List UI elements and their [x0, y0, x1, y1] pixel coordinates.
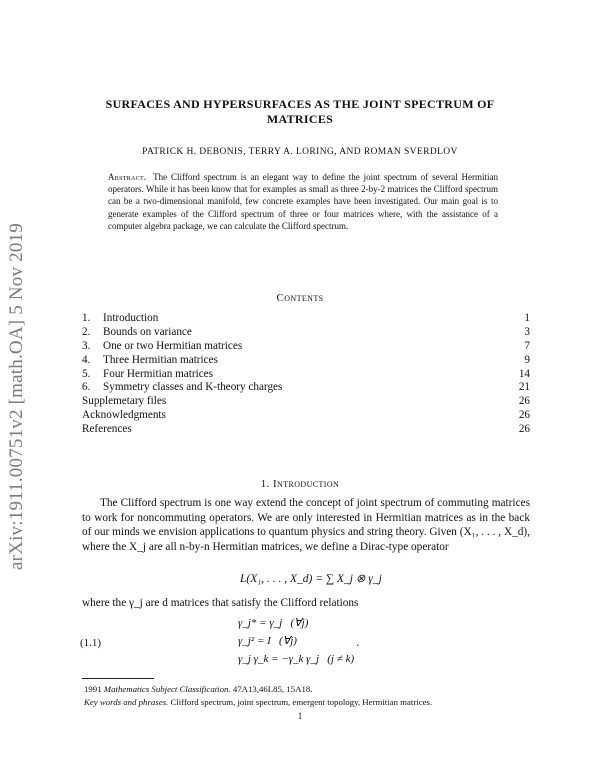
footnote-keywords: [84, 697, 524, 708]
toc-entry-page: 26: [518, 423, 530, 436]
toc-entry-page: 1: [524, 312, 530, 324]
toc-entry-title: References: [82, 423, 132, 436]
display-equation: L(X₁, . . . , X_d) = ∑ X_j ⊗ γ_j: [240, 573, 382, 585]
toc-entry-title: Acknowledgments: [82, 409, 166, 422]
toc-entry-number: 4.: [82, 353, 91, 366]
equation-line: γ_j² = I (∀j): [238, 635, 297, 647]
toc-entry-page: 3: [524, 325, 530, 338]
equation-label: (1.1): [80, 637, 102, 649]
toc-entry-title: One or two Hermitian matrices: [103, 339, 243, 352]
body-paragraph: The Clifford spectrum is one way extend the concept of joint spectrum of commuting matrices to work for noncommuting operators. We are only interested in Hermitian matrices as in the back of our minds we envision applications to quantum physics and string theory. Given (X₁, . . . , X_d), where the X_j are all n-by-n Hermitian matrices, we define a Dirac-type operator: [82, 497, 530, 553]
footnote-value: 47A13,46L85, 15A18.: [232, 684, 313, 694]
toc-entry-number: 3.: [82, 339, 91, 352]
abstract: [108, 171, 498, 232]
footnote-label: Mathematics Subject Classification.: [103, 684, 231, 694]
toc-entry-number: 6.: [82, 381, 91, 394]
toc-entry-title: Three Hermitian matrices: [103, 353, 218, 366]
toc-entry[interactable]: [82, 423, 530, 437]
body-paragraph: where the γ_j are d matrices that satisfy the Clifford relations: [82, 597, 359, 609]
toc-entry-page: 26: [518, 409, 530, 422]
toc-entry-page: 7: [524, 339, 530, 352]
arxiv-stamp: arXiv:1911.00751v2 [math.OA] 5 Nov 2019: [6, 223, 27, 570]
toc-entry-page: 21: [518, 381, 530, 394]
toc-entry-title: Supplemetary files: [82, 395, 167, 408]
toc-entry-title: Bounds on variance: [103, 325, 192, 338]
toc-entry[interactable]: [82, 409, 530, 423]
abstract-text: The Clifford spectrum is an elegant way to define the joint spectrum of several Hermitian operators. While it has been know that for examples as small as three 2-by-2 matrices the Clifford spectrum can be a two-dimensional manifold, few concrete examples have been investigated. Our main goal is to generate examples of the Clifford spectrum of three or four matrices where, with the assistance of a computer algebra package, we can calculate the Clifford spectrum.: [108, 172, 498, 231]
toc-entry-title: Introduction: [103, 312, 159, 324]
toc-entry-page: 14: [518, 367, 530, 380]
footnote-label: Key words and phrases.: [84, 697, 169, 707]
abstract-label: Abstract.: [108, 172, 147, 182]
equation-line: γ_j γ_k = −γ_k γ_j (j ≠ k): [238, 653, 355, 665]
paper-authors: PATRICK H. DEBONIS, TERRY A. LORING, AND ROMAN SVERDLOV: [142, 147, 458, 157]
footnote-msc: [84, 684, 524, 695]
toc-entry-title: Four Hermitian matrices: [103, 367, 213, 380]
toc-entry-page: 9: [524, 353, 530, 366]
toc-entry-number: 2.: [82, 325, 91, 338]
footnote-year: 1991: [84, 684, 102, 694]
toc-entry-number: 1.: [82, 312, 91, 324]
toc-entry[interactable]: [82, 312, 530, 326]
toc-entry-page: 26: [518, 395, 530, 408]
footnote-divider: [82, 678, 154, 679]
equation-line: γ_j* = γ_j (∀j): [238, 617, 309, 629]
contents-heading: Contents: [276, 292, 324, 304]
toc-entry[interactable]: [82, 381, 530, 395]
section-heading: 1. Introduction: [260, 478, 340, 490]
equation-period: .: [356, 636, 360, 649]
page-number: 1: [297, 711, 303, 721]
toc-entry-title: Symmetry classes and K-theory charges: [103, 381, 283, 394]
toc-entry[interactable]: [82, 395, 530, 409]
toc-entry-number: 5.: [82, 367, 91, 380]
toc-entry[interactable]: [82, 326, 530, 340]
table-of-contents: [82, 312, 530, 437]
toc-entry[interactable]: [82, 354, 530, 368]
footnote-value: Clifford spectrum, joint spectrum, emergent topology, Hermitian matrices.: [170, 697, 433, 707]
paper-title: SURFACES AND HYPERSURFACES AS THE JOINT SPECTRUM OF MATRICES: [105, 97, 495, 126]
toc-entry[interactable]: [82, 368, 530, 382]
clifford-relations: [238, 614, 354, 668]
toc-entry[interactable]: [82, 340, 530, 354]
